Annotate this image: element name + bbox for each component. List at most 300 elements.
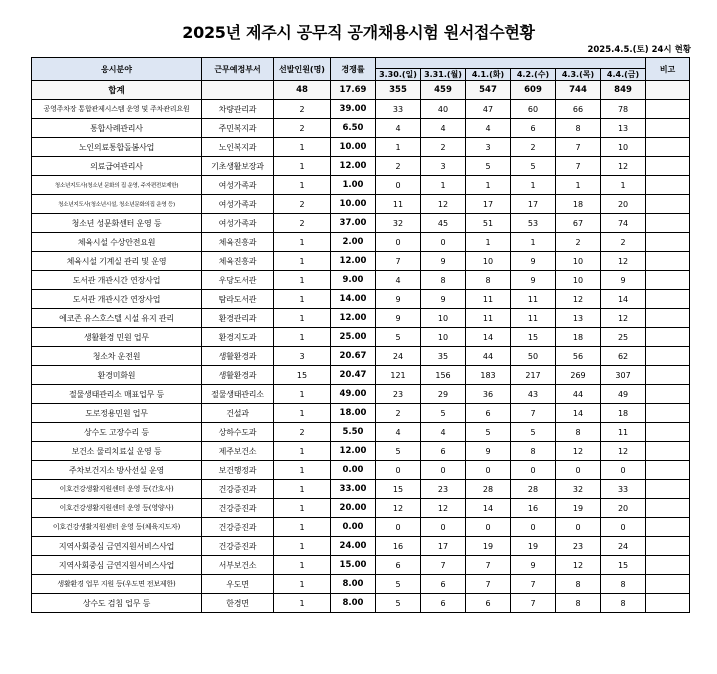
hires-cell: 1 (274, 138, 331, 157)
day-count-cell: 7 (511, 404, 556, 423)
total-day-count: 459 (421, 81, 466, 100)
day-count-cell: 2 (376, 157, 421, 176)
rate-cell: 20.47 (331, 366, 376, 385)
field-cell: 이호건강생활지원센터 운영 등(영양사) (32, 499, 202, 518)
dept-cell: 체육진흥과 (202, 233, 274, 252)
day-count-cell: 11 (601, 423, 646, 442)
hires-cell: 1 (274, 556, 331, 575)
hires-cell: 1 (274, 575, 331, 594)
day-count-cell: 66 (556, 100, 601, 119)
field-cell: 도서관 개관시간 연장사업 (32, 290, 202, 309)
day-count-cell: 7 (376, 252, 421, 271)
note-cell (646, 480, 690, 499)
day-count-cell: 7 (421, 556, 466, 575)
day-count-cell: 10 (466, 252, 511, 271)
note-cell (646, 366, 690, 385)
day-count-cell: 2 (556, 233, 601, 252)
day-count-cell: 12 (556, 290, 601, 309)
hires-cell: 1 (274, 461, 331, 480)
total-rate: 17.69 (331, 81, 376, 100)
day-count-cell: 15 (601, 556, 646, 575)
day-count-cell: 40 (421, 100, 466, 119)
note-cell (646, 404, 690, 423)
total-day-count: 849 (601, 81, 646, 100)
rate-cell: 0.00 (331, 518, 376, 537)
rate-cell: 9.00 (331, 271, 376, 290)
dept-cell: 체육진흥과 (202, 252, 274, 271)
day-count-cell: 0 (376, 518, 421, 537)
table-row (32, 214, 690, 233)
dept-cell: 환경지도과 (202, 328, 274, 347)
total-label: 합계 (32, 81, 202, 100)
day-count-cell: 6 (466, 594, 511, 613)
note-cell (646, 138, 690, 157)
hires-cell: 1 (274, 309, 331, 328)
dept-cell: 건설과 (202, 404, 274, 423)
day-count-cell: 62 (601, 347, 646, 366)
table-row (32, 594, 690, 613)
day-count-cell: 12 (421, 499, 466, 518)
table-row (32, 366, 690, 385)
rate-cell: 12.00 (331, 157, 376, 176)
day-count-cell: 18 (556, 195, 601, 214)
day-count-cell: 8 (556, 575, 601, 594)
day-count-cell: 3 (421, 157, 466, 176)
day-count-cell: 9 (376, 309, 421, 328)
day-count-cell: 1 (466, 176, 511, 195)
field-cell: 지역사회중심 금연지원서비스사업 (32, 556, 202, 575)
day-count-cell: 1 (376, 138, 421, 157)
day-count-cell: 5 (376, 442, 421, 461)
note-cell (646, 119, 690, 138)
day-count-cell: 5 (376, 575, 421, 594)
hires-cell: 1 (274, 252, 331, 271)
note-cell (646, 594, 690, 613)
note-cell (646, 537, 690, 556)
day-count-cell: 5 (466, 423, 511, 442)
dept-cell: 한경면 (202, 594, 274, 613)
day-count-cell: 29 (421, 385, 466, 404)
day-count-cell: 12 (556, 442, 601, 461)
day-count-cell: 5 (376, 594, 421, 613)
day-count-cell: 6 (421, 575, 466, 594)
rate-cell: 33.00 (331, 480, 376, 499)
table-row (32, 385, 690, 404)
day-count-cell: 6 (511, 119, 556, 138)
day-count-cell: 49 (601, 385, 646, 404)
rate-cell: 39.00 (331, 100, 376, 119)
field-cell: 보건소 물리치료실 운영 등 (32, 442, 202, 461)
hires-cell: 1 (274, 404, 331, 423)
dept-cell: 여성가족과 (202, 214, 274, 233)
day-count-cell: 28 (511, 480, 556, 499)
table-row (32, 499, 690, 518)
day-count-cell: 20 (601, 195, 646, 214)
hires-cell: 2 (274, 195, 331, 214)
rate-cell: 37.00 (331, 214, 376, 233)
day-count-cell: 17 (466, 195, 511, 214)
table-row (32, 157, 690, 176)
rate-cell: 6.50 (331, 119, 376, 138)
field-cell: 에코존 유스호스텔 시설 유지 관리 (32, 309, 202, 328)
field-cell: 노인의료통합돌봄사업 (32, 138, 202, 157)
day-count-cell: 43 (511, 385, 556, 404)
day-count-cell: 12 (556, 556, 601, 575)
header-daily (376, 58, 646, 69)
header-day: 3.30.(일) (376, 69, 421, 81)
header-hires: 선발인원(명) (274, 58, 331, 81)
day-count-cell: 4 (421, 423, 466, 442)
day-count-cell: 19 (511, 537, 556, 556)
dept-cell: 환경관리과 (202, 309, 274, 328)
field-cell: 이호건강생활지원센터 운영 등(체육지도자) (32, 518, 202, 537)
total-day-count: 355 (376, 81, 421, 100)
rate-cell: 24.00 (331, 537, 376, 556)
day-count-cell: 51 (466, 214, 511, 233)
rate-cell: 2.00 (331, 233, 376, 252)
day-count-cell: 36 (466, 385, 511, 404)
day-count-cell: 4 (421, 119, 466, 138)
day-count-cell: 24 (601, 537, 646, 556)
day-count-cell: 9 (466, 442, 511, 461)
day-count-cell: 0 (511, 518, 556, 537)
field-cell: 공영주차장 통합관제시스템 운영 및 주차관리요원 (32, 100, 202, 119)
day-count-cell: 12 (601, 442, 646, 461)
day-count-cell: 1 (466, 233, 511, 252)
field-cell: 도서관 개관시간 연장사업 (32, 271, 202, 290)
total-dept (202, 81, 274, 100)
dept-cell: 건강증진과 (202, 537, 274, 556)
day-count-cell: 1 (511, 233, 556, 252)
day-count-cell: 0 (601, 518, 646, 537)
header-dept: 근무예정부서 (202, 58, 274, 81)
day-count-cell: 35 (421, 347, 466, 366)
day-count-cell: 7 (511, 594, 556, 613)
day-count-cell: 13 (601, 119, 646, 138)
rate-cell: 20.67 (331, 347, 376, 366)
table-row (32, 328, 690, 347)
day-count-cell: 5 (511, 157, 556, 176)
note-cell (646, 176, 690, 195)
total-note (646, 81, 690, 100)
day-count-cell: 9 (511, 252, 556, 271)
day-count-cell: 2 (601, 233, 646, 252)
day-count-cell: 7 (466, 575, 511, 594)
day-count-cell: 8 (556, 119, 601, 138)
hires-cell: 1 (274, 290, 331, 309)
day-count-cell: 32 (556, 480, 601, 499)
day-count-cell: 44 (556, 385, 601, 404)
day-count-cell: 307 (601, 366, 646, 385)
note-cell (646, 309, 690, 328)
day-count-cell: 15 (511, 328, 556, 347)
field-cell: 청소년지도사(청소년 문화의 집 운영, 주자편전보제한) (32, 176, 202, 195)
day-count-cell: 14 (466, 499, 511, 518)
field-cell: 도로정용민원 업무 (32, 404, 202, 423)
table-row (32, 119, 690, 138)
rate-cell: 12.00 (331, 442, 376, 461)
day-count-cell: 10 (556, 252, 601, 271)
day-count-cell: 8 (556, 594, 601, 613)
day-count-cell: 56 (556, 347, 601, 366)
note-cell (646, 575, 690, 594)
dept-cell: 건강증진과 (202, 499, 274, 518)
day-count-cell: 0 (556, 461, 601, 480)
table-row (32, 480, 690, 499)
day-count-cell: 33 (601, 480, 646, 499)
table-row (32, 518, 690, 537)
day-count-cell: 23 (376, 385, 421, 404)
day-count-cell: 183 (466, 366, 511, 385)
dept-cell: 우도면 (202, 575, 274, 594)
day-count-cell: 0 (376, 176, 421, 195)
note-cell (646, 290, 690, 309)
day-count-cell: 33 (376, 100, 421, 119)
day-count-cell: 1 (421, 176, 466, 195)
hires-cell: 1 (274, 176, 331, 195)
dept-cell: 상하수도과 (202, 423, 274, 442)
day-count-cell: 4 (376, 119, 421, 138)
day-count-cell: 0 (421, 461, 466, 480)
day-count-cell: 28 (466, 480, 511, 499)
table-row (32, 195, 690, 214)
day-count-cell: 5 (421, 404, 466, 423)
day-count-cell: 6 (421, 442, 466, 461)
dept-cell: 여성가족과 (202, 195, 274, 214)
day-count-cell: 19 (556, 499, 601, 518)
field-cell: 체육시설 수상안전요원 (32, 233, 202, 252)
rate-cell: 25.00 (331, 328, 376, 347)
note-cell (646, 423, 690, 442)
day-count-cell: 47 (466, 100, 511, 119)
day-count-cell: 10 (601, 138, 646, 157)
day-count-cell: 9 (421, 252, 466, 271)
day-count-cell: 0 (376, 461, 421, 480)
day-count-cell: 9 (421, 290, 466, 309)
note-cell (646, 461, 690, 480)
total-hires: 48 (274, 81, 331, 100)
day-count-cell: 5 (466, 157, 511, 176)
rate-cell: 0.00 (331, 461, 376, 480)
rate-cell: 10.00 (331, 195, 376, 214)
day-count-cell: 8 (466, 271, 511, 290)
day-count-cell: 10 (556, 271, 601, 290)
day-count-cell: 14 (466, 328, 511, 347)
day-count-cell: 0 (421, 233, 466, 252)
note-cell (646, 233, 690, 252)
hires-cell: 1 (274, 442, 331, 461)
field-cell: 청소년지도사(청소년시설, 청소년문화의집 운영 등) (32, 195, 202, 214)
status-timestamp: 2025.4.5.(토) 24시 현황 (587, 45, 691, 55)
day-count-cell: 17 (421, 537, 466, 556)
field-cell: 통합사례관리사 (32, 119, 202, 138)
header-day: 4.2.(수) (511, 69, 556, 81)
field-cell: 생활환경 민원 업무 (32, 328, 202, 347)
note-cell (646, 214, 690, 233)
note-cell (646, 271, 690, 290)
header-day: 4.1.(화) (466, 69, 511, 81)
day-count-cell: 1 (511, 176, 556, 195)
day-count-cell: 12 (421, 195, 466, 214)
header-day: 4.4.(금) (601, 69, 646, 81)
field-cell: 주차보건지소 방사선실 운영 (32, 461, 202, 480)
day-count-cell: 9 (511, 556, 556, 575)
dept-cell: 절물생태관리소 (202, 385, 274, 404)
field-cell: 생활환경 업무 지원 등(우도면 전보제한) (32, 575, 202, 594)
dept-cell: 주민복지과 (202, 119, 274, 138)
hires-cell: 1 (274, 385, 331, 404)
table-row (32, 575, 690, 594)
day-count-cell: 25 (601, 328, 646, 347)
header-day: 4.3.(목) (556, 69, 601, 81)
total-day-count: 609 (511, 81, 556, 100)
field-cell: 환경미화원 (32, 366, 202, 385)
day-count-cell: 5 (511, 423, 556, 442)
dept-cell: 제주보건소 (202, 442, 274, 461)
hires-cell: 15 (274, 366, 331, 385)
dept-cell: 차량관리과 (202, 100, 274, 119)
day-count-cell: 8 (421, 271, 466, 290)
day-count-cell: 9 (376, 290, 421, 309)
day-count-cell: 60 (511, 100, 556, 119)
day-count-cell: 7 (466, 556, 511, 575)
day-count-cell: 50 (511, 347, 556, 366)
field-cell: 상수도 검침 업무 등 (32, 594, 202, 613)
note-cell (646, 499, 690, 518)
day-count-cell: 18 (556, 328, 601, 347)
table-row (32, 537, 690, 556)
hires-cell: 2 (274, 100, 331, 119)
day-count-cell: 7 (556, 138, 601, 157)
note-cell (646, 442, 690, 461)
day-count-cell: 44 (466, 347, 511, 366)
dept-cell: 서부보건소 (202, 556, 274, 575)
table-row (32, 233, 690, 252)
day-count-cell: 6 (421, 594, 466, 613)
day-count-cell: 78 (601, 100, 646, 119)
day-count-cell: 12 (601, 157, 646, 176)
rate-cell: 12.00 (331, 309, 376, 328)
day-count-cell: 4 (376, 423, 421, 442)
hires-cell: 2 (274, 119, 331, 138)
header-rate: 경쟁률 (331, 58, 376, 81)
table-row (32, 442, 690, 461)
day-count-cell: 217 (511, 366, 556, 385)
day-count-cell: 1 (601, 176, 646, 195)
dept-cell: 기초생활보장과 (202, 157, 274, 176)
dept-cell: 건강증진과 (202, 518, 274, 537)
note-cell (646, 556, 690, 575)
hires-cell: 2 (274, 423, 331, 442)
table-row (32, 176, 690, 195)
day-count-cell: 15 (376, 480, 421, 499)
dept-cell: 탐라도서관 (202, 290, 274, 309)
day-count-cell: 269 (556, 366, 601, 385)
day-count-cell: 11 (511, 290, 556, 309)
note-cell (646, 195, 690, 214)
day-count-cell: 6 (376, 556, 421, 575)
day-count-cell: 12 (601, 252, 646, 271)
table-row (32, 138, 690, 157)
day-count-cell: 8 (511, 442, 556, 461)
day-count-cell: 0 (511, 461, 556, 480)
day-count-cell: 12 (376, 499, 421, 518)
note-cell (646, 100, 690, 119)
table-row (32, 271, 690, 290)
total-day-count: 547 (466, 81, 511, 100)
day-count-cell: 67 (556, 214, 601, 233)
hires-cell: 1 (274, 499, 331, 518)
field-cell: 의료급여관리사 (32, 157, 202, 176)
field-cell: 상수도 고장수리 등 (32, 423, 202, 442)
hires-cell: 1 (274, 157, 331, 176)
rate-cell: 18.00 (331, 404, 376, 423)
dept-cell: 생활환경과 (202, 347, 274, 366)
rate-cell: 1.00 (331, 176, 376, 195)
rate-cell: 10.00 (331, 138, 376, 157)
day-count-cell: 18 (601, 404, 646, 423)
rate-cell: 20.00 (331, 499, 376, 518)
rate-cell: 14.00 (331, 290, 376, 309)
dept-cell: 보건행정과 (202, 461, 274, 480)
rate-cell: 5.50 (331, 423, 376, 442)
day-count-cell: 7 (556, 157, 601, 176)
note-cell (646, 385, 690, 404)
table-row (32, 309, 690, 328)
day-count-cell: 17 (511, 195, 556, 214)
day-count-cell: 2 (511, 138, 556, 157)
day-count-cell: 1 (556, 176, 601, 195)
hires-cell: 2 (274, 214, 331, 233)
table-row (32, 556, 690, 575)
day-count-cell: 13 (556, 309, 601, 328)
day-count-cell: 11 (466, 290, 511, 309)
day-count-cell: 8 (601, 575, 646, 594)
note-cell (646, 252, 690, 271)
day-count-cell: 6 (466, 404, 511, 423)
day-count-cell: 14 (601, 290, 646, 309)
day-count-cell: 23 (421, 480, 466, 499)
day-count-cell: 0 (556, 518, 601, 537)
hires-cell: 3 (274, 347, 331, 366)
day-count-cell: 8 (601, 594, 646, 613)
field-cell: 청소년 성문화센터 운영 등 (32, 214, 202, 233)
field-cell: 지역사회중심 금연지원서비스사업 (32, 537, 202, 556)
table-row (32, 404, 690, 423)
table-row (32, 347, 690, 366)
day-count-cell: 9 (601, 271, 646, 290)
field-cell: 이호건강생활지원센터 운영 등(간호사) (32, 480, 202, 499)
day-count-cell: 0 (466, 461, 511, 480)
day-count-cell: 11 (511, 309, 556, 328)
dept-cell: 생활환경과 (202, 366, 274, 385)
note-cell (646, 157, 690, 176)
hires-cell: 1 (274, 594, 331, 613)
day-count-cell: 4 (466, 119, 511, 138)
day-count-cell: 45 (421, 214, 466, 233)
day-count-cell: 20 (601, 499, 646, 518)
hires-cell: 1 (274, 480, 331, 499)
day-count-cell: 7 (511, 575, 556, 594)
hires-cell: 1 (274, 271, 331, 290)
day-count-cell: 12 (601, 309, 646, 328)
day-count-cell: 23 (556, 537, 601, 556)
dept-cell: 우당도서관 (202, 271, 274, 290)
day-count-cell: 14 (556, 404, 601, 423)
hires-cell: 1 (274, 233, 331, 252)
day-count-cell: 11 (466, 309, 511, 328)
rate-cell: 8.00 (331, 594, 376, 613)
